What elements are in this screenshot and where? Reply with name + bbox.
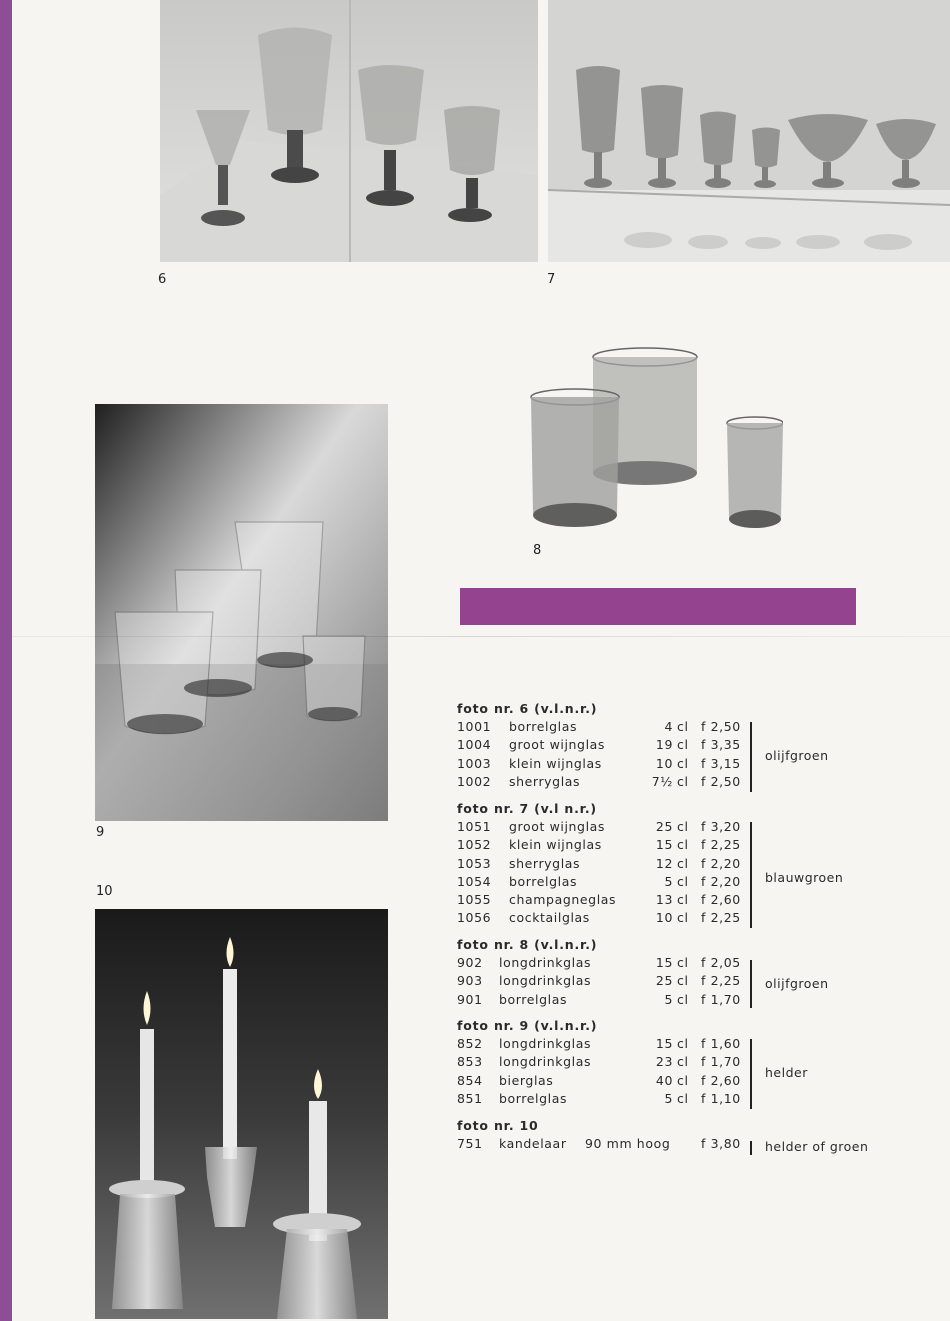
table-row: 1054 borrelglas 5 cl f 2,20 bbox=[457, 873, 741, 889]
group-bracket bbox=[750, 1141, 752, 1155]
paper-fold-line bbox=[12, 636, 950, 637]
color-label: helder bbox=[765, 1065, 808, 1080]
color-label: olijfgroen bbox=[765, 976, 829, 991]
price-group-foto-8 bbox=[457, 936, 877, 1009]
table-row: 1053 sherryglas 12 cl f 2,20 bbox=[457, 855, 741, 871]
table-row: 901 borrelglas 5 cl f 1,70 bbox=[457, 991, 741, 1007]
color-label: blauwgroen bbox=[765, 870, 844, 885]
group-heading: foto nr. 6 (v.l.n.r.) bbox=[457, 701, 598, 716]
purple-accent-bar bbox=[460, 588, 856, 625]
table-row: 1056 cocktailglas 10 cl f 2,25 bbox=[457, 910, 741, 926]
photo-7-glass-row bbox=[548, 0, 950, 262]
photo-10-candlesticks bbox=[95, 909, 388, 1319]
caption-photo-8: 8 bbox=[533, 543, 542, 558]
price-group-foto-10 bbox=[457, 1117, 877, 1153]
table-row: 1051 groot wijnglas 25 cl f 3,20 bbox=[457, 819, 741, 834]
caption-photo-7: 7 bbox=[547, 272, 556, 287]
color-label: olijfgroen bbox=[765, 748, 829, 763]
table-row: 1004 groot wijnglas 19 cl f 3,35 bbox=[457, 737, 741, 753]
table-row: 1001 borrelglas 4 cl f 2,50 bbox=[457, 719, 741, 734]
table-row: 1055 champagneglas 13 cl f 2,60 bbox=[457, 892, 741, 908]
caption-photo-9: 9 bbox=[96, 825, 105, 840]
table-row: 851 borrelglas 5 cl f 1,10 bbox=[457, 1090, 741, 1106]
group-bracket bbox=[750, 822, 752, 928]
caption-photo-6: 6 bbox=[158, 272, 167, 287]
table-row: 751 kandelaar 90 mm hoog f 3,80 bbox=[457, 1136, 741, 1151]
group-heading: foto nr. 7 (v.l n.r.) bbox=[457, 801, 597, 816]
left-purple-stripe bbox=[0, 0, 12, 1321]
price-group-foto-9 bbox=[457, 1017, 877, 1108]
group-bracket bbox=[750, 722, 752, 792]
group-heading: foto nr. 10 bbox=[457, 1118, 539, 1133]
color-label: helder of groen bbox=[765, 1139, 869, 1154]
table-row: 853 longdrinkglas 23 cl f 1,70 bbox=[457, 1054, 741, 1070]
caption-photo-10: 10 bbox=[96, 884, 113, 899]
group-bracket bbox=[750, 960, 752, 1008]
photo-8-tumblers bbox=[525, 345, 783, 540]
price-group-foto-6 bbox=[457, 700, 877, 791]
table-row: 1002 sherryglas 7½ cl f 2,50 bbox=[457, 773, 741, 789]
group-heading: foto nr. 8 (v.l.n.r.) bbox=[457, 937, 598, 952]
group-heading: foto nr. 9 (v.l.n.r.) bbox=[457, 1018, 598, 1033]
price-group-foto-7 bbox=[457, 800, 877, 928]
table-row: 852 longdrinkglas 15 cl f 1,60 bbox=[457, 1036, 741, 1051]
photo-6-wine-glasses bbox=[160, 0, 538, 262]
table-row: 1003 klein wijnglas 10 cl f 3,15 bbox=[457, 755, 741, 771]
group-bracket bbox=[750, 1039, 752, 1109]
table-row: 902 longdrinkglas 15 cl f 2,05 bbox=[457, 955, 741, 970]
table-row: 854 bierglas 40 cl f 2,60 bbox=[457, 1072, 741, 1088]
table-row: 903 longdrinkglas 25 cl f 2,25 bbox=[457, 973, 741, 989]
photo-9-clear-glasses bbox=[95, 404, 388, 821]
table-row: 1052 klein wijnglas 15 cl f 2,25 bbox=[457, 837, 741, 853]
